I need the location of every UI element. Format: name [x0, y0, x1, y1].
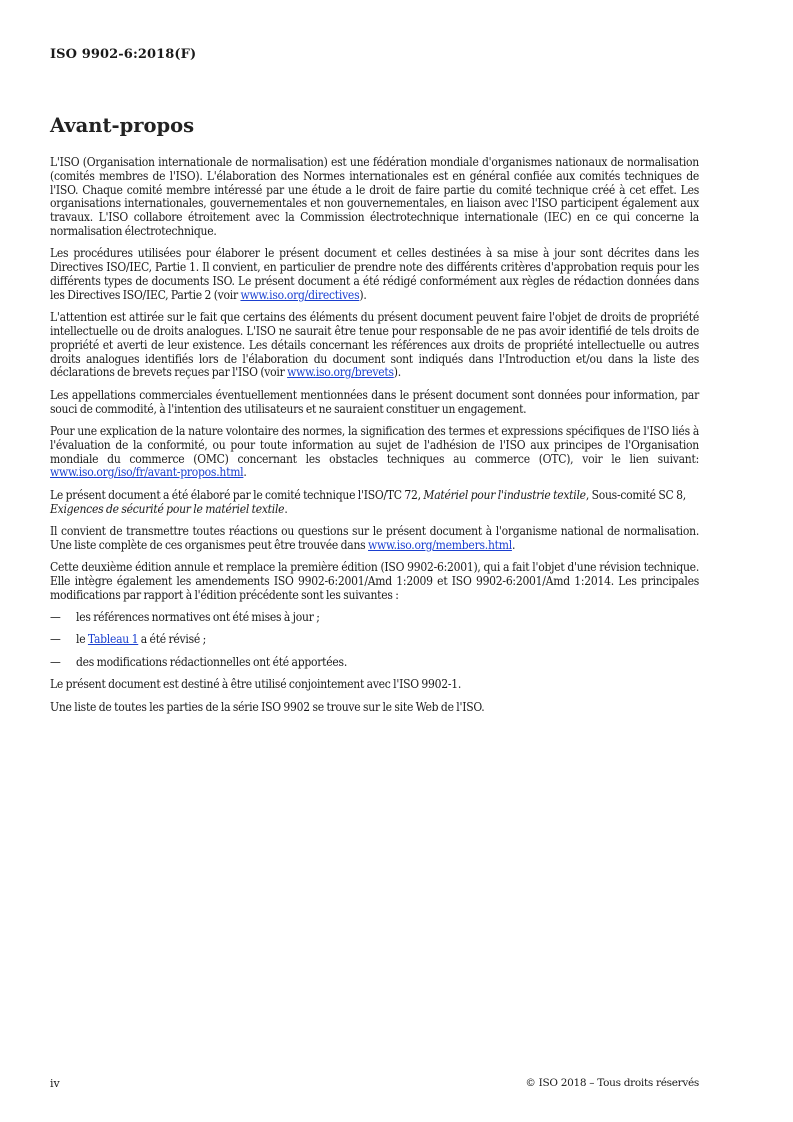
table-1-link[interactable]: Tableau 1: [87, 632, 139, 647]
members-link[interactable]: www.iso.org/members.html: [368, 537, 512, 552]
paragraph-feedback-text: Il convient de transmettre toutes réactions ou questions sur le présent document à l'organisme national de normalisation. Une liste complète de ces organismes peut être trouvée dans: [50, 523, 699, 552]
paragraph-committee-mid: , Sous-comité SC 8,: [585, 487, 686, 502]
list-item-text: [76, 633, 206, 647]
paragraph-patents-text: L'attention est attirée sur le fait que certains des éléments du présent document peuvent faire l'objet de droits de propriété intellectuelle ou de droits analogues. L'ISO ne saurait être tenue pour responsable de ne pas avoir identifié de tels droits de propriété et averti de leur existence. Les détails concernant les références aux droits de propriété intellectuelle ou autres droits analogues identifiés lors de l'élaboration du document sont indiqués dans l'Introduction et/ou dans la liste des déclarations de brevets reçues par l'ISO (voir: [50, 310, 699, 380]
copyright-notice: © ISO 2018 – Tous droits réservés: [525, 1077, 699, 1089]
paragraph-edition: Cette deuxième édition annule et remplace la première édition (ISO 9902-6:2001), qui a fait l'objet d'une révision technique. Elle intègre également les amendements ISO 9902-6:2001/Amd 1:2009 et ISO 9902-6:2001/Amd 1:2014. Les principales modifications par rapport à l'édition précédente sont les suivantes :: [50, 560, 699, 602]
page-number: iv: [50, 1077, 60, 1090]
dash-bullet: —: [50, 654, 61, 669]
subcommittee-title: Exigences de sécurité pour le matériel textile: [50, 501, 285, 516]
dash-bullet: —: [50, 632, 61, 647]
document-id: ISO 9902-6:2018(F): [50, 47, 197, 62]
paragraph-patents: [50, 311, 699, 380]
paragraph-procedures-end: ).: [359, 287, 367, 302]
paragraph-voluntary-nature: [50, 425, 699, 480]
list-item: [50, 633, 699, 647]
directives-link[interactable]: www.iso.org/directives: [240, 287, 360, 302]
paragraph-feedback-end: .: [511, 537, 516, 552]
foreword-link[interactable]: www.iso.org/iso/fr/avant-propos.html: [50, 465, 244, 480]
page-title: Avant-propos: [50, 114, 195, 137]
paragraph-patents-end: ).: [393, 365, 401, 380]
paragraph-voluntary-end: .: [243, 465, 247, 480]
paragraph-procedures-text: Les procédures utilisées pour élaborer le présent document et celles destinées à sa mise à jour sont décrites dans les Directives ISO/IEC, Partie 1. Il convient, en particulier de prendre note des différents critères d'approbation requis pour les différents types de documents ISO. Le présent document a été rédigé conformément aux règles de rédaction données dans les Directives ISO/IEC, Partie 2 (voir: [50, 246, 699, 302]
patents-link[interactable]: www.iso.org/brevets: [287, 365, 394, 380]
list-item: [50, 656, 699, 670]
list-item-post: a été révisé ;: [138, 632, 206, 647]
paragraph-committee-text: Le présent document a été élaboré par le comité technique l'ISO/TC 72,: [50, 487, 424, 502]
list-item: [50, 611, 699, 625]
paragraph-trade-names: Les appellations commerciales éventuellement mentionnées dans le présent document sont données pour information, par souci de commodité, à l'intention des utilisateurs et ne sauraient constituer un engagement.: [50, 387, 699, 416]
list-item-text: les références normatives ont été mises à jour ;: [76, 610, 320, 625]
paragraph-voluntary-text: Pour une explication de la nature volontaire des normes, la signification des termes et expressions spécifiques de l'ISO liés à l'évaluation de la conformité, ou pour toute information au sujet de l'adhésion de l'ISO aux principes de l'Organisation mondiale du commerce (OMC) concernant les obstacles techniques au commerce (OTC), voir le lien suivant:: [50, 423, 699, 466]
paragraph-usage: Le présent document est destiné à être utilisé conjointement avec l'ISO 9902-1.: [50, 677, 462, 692]
paragraph-procedures: [50, 247, 699, 302]
list-item-text: des modifications rédactionnelles ont été apportées.: [76, 654, 347, 669]
paragraph-committee: [50, 489, 699, 517]
paragraph-series: Une liste de toutes les parties de la série ISO 9902 se trouve sur le site Web de l'ISO.: [50, 699, 485, 714]
paragraph-committee-end: .: [284, 501, 288, 516]
committee-title: Matériel pour l'industrie textile: [423, 487, 586, 502]
foreword-body: [50, 156, 699, 723]
dash-bullet: —: [50, 610, 61, 625]
list-item-pre: le: [76, 632, 88, 647]
paragraph-feedback: [50, 525, 699, 553]
paragraph-iso-intro: L'ISO (Organisation internationale de normalisation) est une fédération mondiale d'organismes nationaux de normalisation (comités membres de l'ISO). L'élaboration des Normes internationales est en général confiée aux comités techniques de l'ISO. Chaque comité membre intéressé par une étude a le droit de faire partie du comité technique créé à cet effet. Les organisations internationales, gouvernementales et non gouvernementales, en liaison avec l'ISO participent également aux travaux. L'ISO collabore étroitement avec la Commission électrotechnique internationale (IEC) en ce qui concerne la normalisation électrotechnique.: [50, 155, 699, 238]
